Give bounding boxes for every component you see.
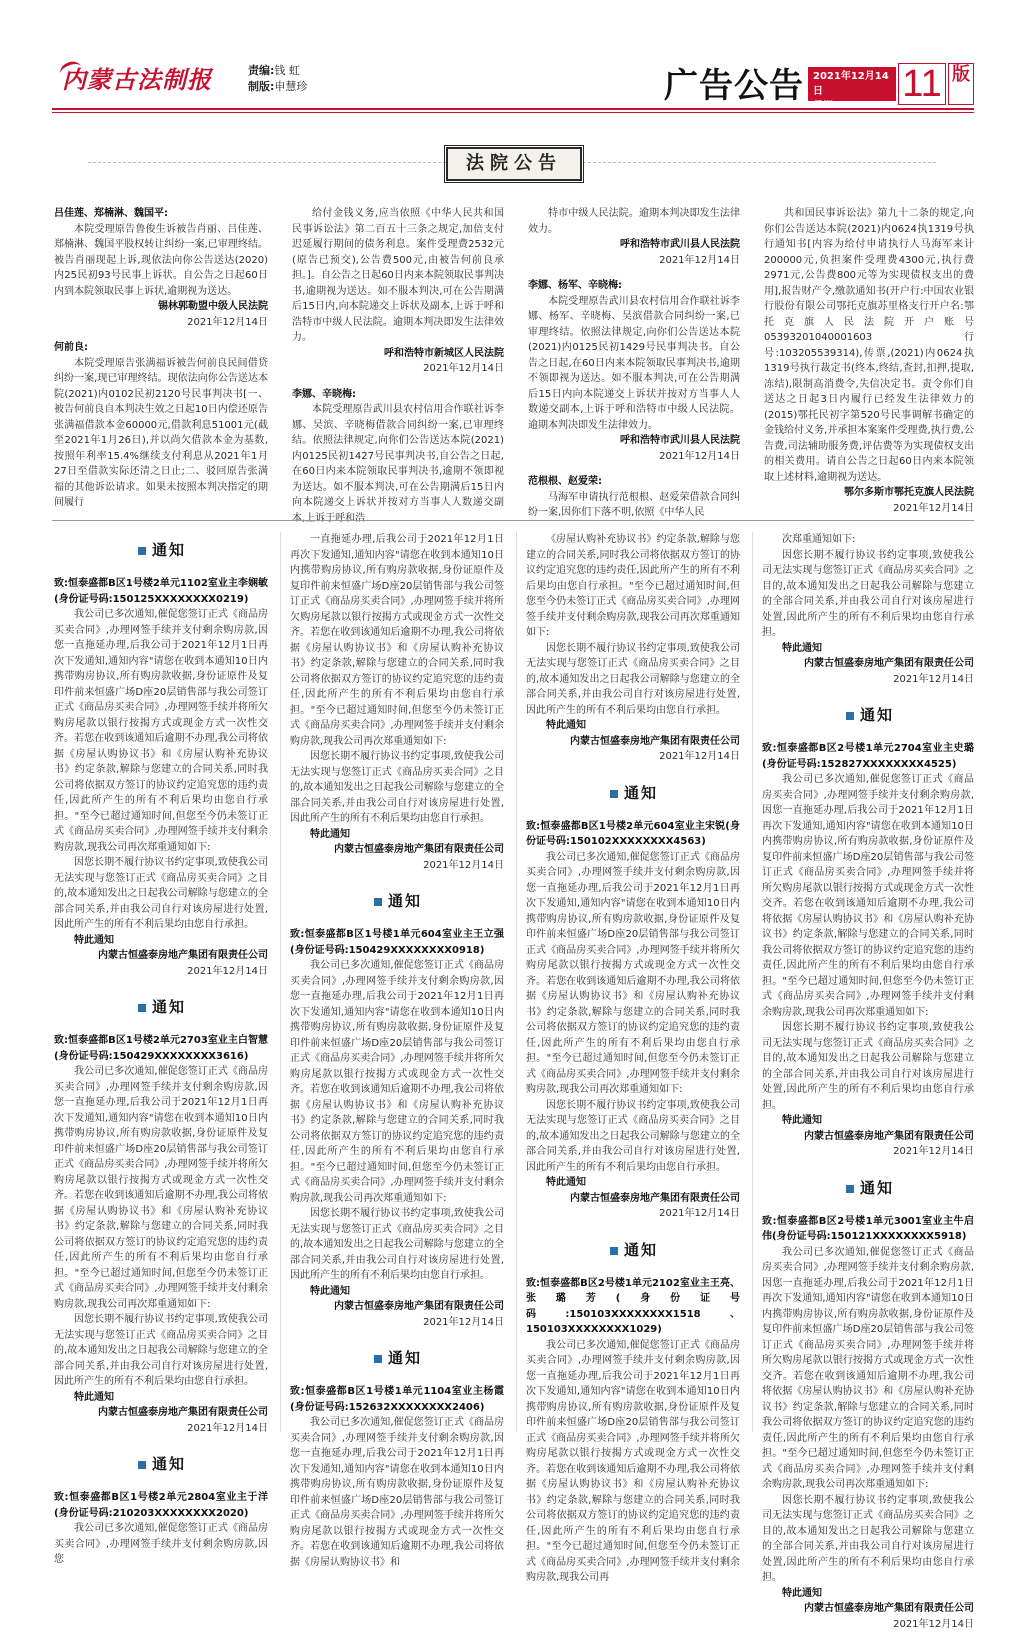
notice-closing: 特此通知: [310, 828, 350, 840]
announcement-text: 给付金钱义务,应当依照《中华人民共和国民事诉讼法》第二百五十三条之规定,加倍支付迟延履行期间的债务利息。案件受理费2532元(原告已预交),公告费500元,由被告何前良承担。]。自公告之日起60日内来本院领取民事判决书,逾期视为送达。如不服本判决,可在公告期满后15日内,向本院递交上诉状及副本,上诉于呼和浩特市中级人民法院。逾期本判决即发生法律效力。: [292, 208, 504, 343]
court-announcement: [54, 206, 268, 330]
announcement-text: 本院受理原告鲁俊生诉被告肖丽、吕佳莲、郑楠淋、魏国平股权转让纠纷一案,已审理终结。被告肖丽现起上诉,现依法向你公告送达(2020)内25民初93号民事上诉状。自公告之日起60日内到本院领取民事上诉状,逾期视为送达。: [54, 223, 268, 297]
notice-date: 2021年12月14日: [659, 751, 740, 762]
notice-heading: [846, 705, 894, 727]
notice-date: 2021年12月14日: [893, 673, 974, 685]
notice-date: 2021年12月14日: [659, 1208, 740, 1219]
addressee: 范根根、赵爱荣:: [528, 476, 602, 487]
announcement-text: 本院受理原告张满福诉被告何前良民间借贷纠纷一案,现已审理终结。现依法向你公告送达本院(2021)内0102民初2120号民事判决书[一、被告何前良自本判决生效之日起10日内偿还原告张满福借款本金60000元,借款利息51001元(截至2021年1月26日),并以尚欠借款本金为基数,按照年利率15.4%继续支付利息从2021年1月27日至借款实际还清之日止;二、驳回原告张满福的其他诉讼请求。如果未按照本判决指定的期间履行: [54, 357, 268, 508]
notice-heading: [138, 997, 186, 1019]
notice: [762, 697, 974, 1160]
notice: [762, 532, 974, 687]
addressee: 吕佳莲、郑楠淋、魏国平:: [54, 208, 168, 219]
column-rule: [752, 532, 753, 1432]
notice-addressee: 致:恒泰盛都B区2号楼1单元3001室业主牛启伟(身份证号码:150121XXXXXXXX5918): [762, 1215, 974, 1242]
newspaper-logo: 内蒙古法制报: [62, 60, 232, 100]
notice-addressee: 致:恒泰盛都B区1号楼1单元1104室业主杨霞(身份证号码:152632XXXXXXXX2406): [290, 1386, 504, 1413]
header-rule-thin: [52, 112, 974, 113]
notice-heading: [374, 1348, 422, 1370]
court-name: 鄂尔多斯市鄂托克旗人民法院: [844, 487, 974, 498]
addressee: 李娜、杨军、辛晓梅:: [528, 280, 622, 291]
notice-paragraph: 我公司已多次通知,催促您签订正式《商品房买卖合同》,办理网签手续并支付剩余购房款,因您一直拖延办理,后我公司于2021年12月1日再次下发通知,通知内容"请您在收到本通知10日内携带购房协议,所有购房款收据,身份证原件及复印件前来恒盛广场D座20层销售部与我公司签订正式《商品房买卖合同》,办理网签手续并将所欠购房尾款以银行按揭方式或现金方式一次性交齐。若您在收到该通知后逾期不办理,我公司将依据《房屋认购协议书》和: [290, 1417, 504, 1568]
notice-addressee: 致:恒泰盛都B区1号楼2单元2804室业主于洋(身份证号码:210203XXXXXXXX2020): [54, 1492, 268, 1519]
notice-closing: 特此通知: [546, 1177, 586, 1188]
notice-date: 2021年12月14日: [423, 859, 504, 871]
court-announcement: [292, 387, 504, 527]
court-column-4: [764, 206, 974, 526]
notice-column-4: [762, 532, 974, 1642]
notice-paragraph: 次郑重通知如下:: [782, 534, 856, 545]
court-announcement: [528, 278, 740, 464]
court-column-3: [528, 206, 740, 531]
announcement-date: 2021年12月14日: [659, 254, 740, 266]
addressee: 何前良:: [54, 342, 88, 353]
notice-heading: [610, 1240, 658, 1262]
section-title: 广告公告: [664, 66, 804, 106]
notice-title: 通知: [624, 1240, 659, 1259]
notice-closing: 特此通知: [546, 720, 586, 731]
notice-paragraph: 因您长期不履行协议书约定事项,致使我公司无法实现与您签订正式《商品房买卖合同》之目的,故本通知发出之日起我公司解除与您建立的全部合同关系,并由我公司自行对该房屋进行处置,因此所产生的所有不利后果均由您自行承担。: [526, 642, 740, 716]
announcement-text: 马海军申请执行范根根、赵爱荣借款合同纠纷一案,因你们下落不明,依照《中华人民: [528, 491, 740, 518]
producer-label: 制版:: [248, 80, 275, 93]
producer-name: 申慧珍: [274, 80, 308, 93]
column-rule: [280, 532, 281, 1432]
notice-square-icon: [374, 898, 382, 906]
notice-title: 通知: [624, 783, 659, 802]
court-announcement: [54, 340, 268, 511]
issue-date: 2021年12月14日: [813, 71, 889, 97]
notice-paragraph: 我公司已多次通知,催促您签订正式《商品房买卖合同》,办理网签手续并支付剩余购房款,因您一直拖延办理,后我公司于2021年12月1日再次下发通知,通知内容"请您在收到本通知10日内携带购房协议,所有购房款收据,身份证原件及复印件前来恒盛广场D座20层销售部与我公司签订正式《商品房买卖合同》,办理网签手续并将所欠购房尾款以银行按揭方式或现金方式一次性交齐。若您在收到该通知后逾期不办理,我公司将依据《房屋认购协议书》和《房屋认购补充协议书》约定条款,解除与您建立的合同关系,同时我公司将依据双方签订的协议约定追究您的违约责任,因此所产生的所有不利后果均由您自行承担。"至今已超过通知时间,但您至今仍未签订正式《商品房买卖合同》,办理网签手续并支付剩余购房款,现我公司再次郑重通知如下:: [290, 960, 504, 1204]
notice: [290, 883, 504, 1330]
date-box: [808, 67, 896, 112]
notice: [762, 1170, 974, 1633]
editor-name: 钱 虹: [274, 64, 300, 77]
notice-title: 通知: [152, 998, 187, 1017]
notice-paragraph: 我公司已多次通知,催促您签订正式《商品房买卖合同》,办理网签手续并支付剩余购房款,因您一直拖延办理,后我公司于2021年12月1日再次下发通知,通知内容"请您在收到本通知10日内携带购房协议,所有购房款收据,身份证原件及复印件前来恒盛广场D座20层销售部与我公司签订正式《商品房买卖合同》,办理网签手续并将所欠购房尾款以银行按揭方式或现金方式一次性交齐。若您在收到该通知后逾期不办理,我公司将依据《房屋认购协议书》和《房屋认购补充协议书》约定条款,解除与您建立的合同关系,同时我公司将依据双方签订的协议约定追究您的违约责任,因此所产生的所有不利后果均由您自行承担。"至今已超过通知时间,但您至今仍未签订正式《商品房买卖合同》,办理网签手续并支付剩余购房款,现我公司再次郑重通知如下:: [54, 1066, 268, 1310]
notice-paragraph: 因您长期不履行协议书约定事项,致使我公司无法实现与您签订正式《商品房买卖合同》之目的,故本通知发出之日起我公司解除与您建立的全部合同关系,并由我公司自行对该房屋进行处置,因此所产生的所有不利后果均由您自行承担。: [54, 857, 268, 930]
notice-closing: 特此通知: [782, 642, 822, 654]
notice-addressee: 致:恒泰盛都B区1号楼2单元604室业主宋锐(身份证号码:150102XXXXXXXX4563): [526, 820, 740, 847]
notice-paragraph: 因您长期不履行协议书约定事项,致使我公司无法实现与您签订正式《商品房买卖合同》之目的,故本通知发出之日起我公司解除与您建立的全部合同关系,并由我公司自行对该房屋进行处置,因此所产生的所有不利后果均由您自行承担。: [290, 1208, 504, 1281]
court-column-1: [54, 206, 268, 521]
court-name: 呼和浩特市武川县人民法院: [620, 435, 740, 446]
notice-date: 2021年12月14日: [187, 965, 268, 977]
court-name: 锡林郭勒盟中级人民法院: [158, 301, 268, 312]
court-name: 呼和浩特市新城区人民法院: [384, 347, 504, 359]
court-announcement: [528, 474, 740, 521]
notice-date: 2021年12月14日: [187, 1422, 268, 1434]
announcement-date: 2021年12月14日: [423, 363, 504, 374]
notice: [54, 989, 268, 1436]
section-divider: [52, 520, 974, 521]
notice-paragraph: 因您长期不履行协议书约定事项,致使我公司无法实现与您签订正式《商品房买卖合同》之目的,故本通知发出之日起我公司解除与您建立的全部合同关系,并由我公司自行对该房屋进行处置,因此所产生的所有不利后果均由您自行承担。: [290, 751, 504, 824]
notice-paragraph: 我公司已多次通知,催促您签订正式《商品房买卖合同》,办理网签手续并支付剩余购房款,因您一直拖延办理,后我公司于2021年12月1日再次下发通知,通知内容"请您在收到本通知10日内携带购房协议,所有购房款收据,身份证原件及复印件前来恒盛广场D座20层销售部与我公司签订正式《商品房买卖合同》,办理网签手续并将所欠购房尾款以银行按揭方式或现金方式一次性交齐。若您在收到该通知后逾期不办理,我公司将依据《房屋认购协议书》和《房屋认购补充协议书》约定条款,解除与您建立的合同关系,同时我公司将依据双方签订的协议约定追究您的违约责任,因此所产生的所有不利后果均由您自行承担。"至今已超过通知时间,但您至今仍未签订正式《商品房买卖合同》,办理网签手续并支付剩余购房款,现我公司再: [526, 1339, 740, 1583]
notice-closing: 特此通知: [74, 934, 114, 946]
notice-square-icon: [138, 1461, 146, 1469]
notice-heading: [846, 1178, 894, 1200]
notice-title: 通知: [388, 892, 423, 911]
announcement-date: 2021年12月14日: [187, 316, 268, 328]
notice-paragraph: 因您长期不履行协议书约定事项,致使我公司无法实现与您签订正式《商品房买卖合同》之目的,故本通知发出之日起我公司解除与您建立的全部合同关系,并由我公司自行对该房屋进行处置,因此所产生的所有不利后果均由您自行承担。: [54, 1314, 268, 1387]
notice-paragraph: 因您长期不履行协议书约定事项,致使我公司无法实现与您签订正式《商品房买卖合同》之目的,故本通知发出之日起我公司解除与您建立的全部合同关系,并由我公司自行对该房屋进行处置,因此所产生的所有不利后果均由您自行承担。: [526, 1099, 740, 1173]
announcement-text: 共和国民事诉讼法》第九十二条的规定,向你们公告送达本院(2021)内0624执1319号执行通知书[内容为给付申请执行人马海军来计200000元,负担案件受理费4300元,执行费2971元,公告费800元等为实现债权支出的费用],报告财产令,缴款通知书(开户行:中国农业银行股份有限公司鄂托克旗苏里格支行开户名:鄂托克旗人民法院开户账号05393201040001603行号:103205539314),传票,(2021)内0624执1319号执行裁定书(终本,终结,查封,扣押,提取,冻结),限制高消费令,失信决定书。责令你们自送达之日起3日内履行已经发生法律效力的(2015)鄂托民初字第520号民事调解书确定的金钱给付义务,并承担本案案件受理费,执行费,公告费,司法辅助服务费,评估费等为实现债权支出的相关费用。请自公告之日起60日内来本院领取上述材料,逾期视为送达。: [764, 208, 974, 483]
notice-paragraph: 我公司已多次通知,催促您签订正式《商品房买卖合同》,办理网签手续并支付剩余购房款,因您一直拖延办理,后我公司于2021年12月1日再次下发通知,通知内容"请您在收到本通知10日内携带购房协议,所有购房款收据,身份证原件及复印件前来恒盛广场D座20层销售部与我公司签订正式《商品房买卖合同》,办理网签手续并将所欠购房尾款以银行按揭方式或现金方式一次性交齐。若您在收到该通知后逾期不办理,我公司将依据《房屋认购协议书》和《房屋认购补充协议书》约定条款,解除与您建立的合同关系,同时我公司将依据双方签订的协议约定追究您的违约责任,因此所产生的所有不利后果均由您自行承担。"至今已超过通知时间,但您至今仍未签订正式《商品房买卖合同》,办理网签手续并支付剩余购房款,现我公司再次郑重通知如下:: [526, 851, 740, 1095]
court-announcement: [292, 206, 504, 377]
announcement-text: 本院受理原告武川县农村信用合作联社诉李娜、杨军、辛晓梅、吴滨借款合同纠纷一案,已审理终结。依照法律规定,向你们公告送达本院(2021)内0125民初1429号民事判决书。自公告之日起,在60日内来本院领取民事判决书,逾期不领即视为送达。如不服本判决,可在公告期满后15日内向本院递交上诉状并按对方当事人人数递交副本,上诉于呼和浩特市中级人民法院。逾期本判决即发生法律效力。: [528, 295, 740, 431]
notice-addressee: 致:恒泰盛都B区1号楼2单元2703室业主白智慧(身份证号码:150429XXXXXXXX3616): [54, 1035, 268, 1062]
notice-square-icon: [846, 712, 854, 720]
company-name: 内蒙古恒盛泰房地产集团有限责任公司: [570, 1192, 740, 1204]
company-name: 内蒙古恒盛泰房地产集团有限责任公司: [804, 658, 974, 669]
court-announcement-banner: 法院公告: [446, 147, 582, 181]
company-name: 内蒙古恒盛泰房地产集团有限责任公司: [98, 950, 268, 961]
court-announcement: [528, 206, 740, 268]
notice-title: 通知: [152, 1455, 187, 1474]
notice-paragraph: 因您长期不履行协议书约定事项,致使我公司无法实现与您签订正式《商品房买卖合同》之目的,故本通知发出之日起我公司解除与您建立的全部合同关系,并由我公司自行对该房屋进行处置,因此所产生的所有不利后果均由您自行承担。: [762, 1494, 974, 1583]
notice-paragraph: 一直拖延办理,后我公司于2021年12月1日再次下发通知,通知内容"请您在收到本通知10日内携带购房协议,所有购房款收据,身份证原件及复印件前来恒盛广场D座20层销售部与我公司签订正式《商品房买卖合同》,办理网签手续并将所欠购房尾款以银行按揭方式或现金方式一次性交齐。若您在收到该通知后逾期不办理,我公司将依据《房屋认购协议书》和《房屋认购补充协议书》约定条款,解除与您建立的合同关系,同时我公司将依据双方签订的协议约定追究您的违约责任,因此所产生的所有不利后果均由您自行承担。"至今已超过通知时间,但您至今仍未签订正式《商品房买卖合同》,办理网签手续并支付剩余购房款,现我公司再次郑重通知如下:: [290, 534, 504, 747]
header-rule: [52, 108, 974, 110]
issue-weekday: 星期二: [813, 101, 843, 112]
announcement-date: 2021年12月14日: [659, 450, 740, 462]
notice-square-icon: [610, 1247, 618, 1255]
court-announcement: [764, 206, 974, 516]
notice-column-3: [526, 532, 740, 1596]
notice: [526, 1232, 740, 1586]
notice: [54, 1446, 268, 1568]
company-name: 内蒙古恒盛泰房地产集团有限责任公司: [334, 844, 504, 855]
notice-square-icon: [138, 1004, 146, 1012]
notice-column-2: [290, 532, 504, 1580]
masthead-meta: [248, 63, 307, 95]
notice-paragraph: 《房屋认购补充协议书》约定条款,解除与您建立的合同关系,同时我公司将依据双方签订的协议约定追究您的违约责任,因此所产生的所有不利后果均由您自行承担。"至今已超过通知时间,但您至今仍未签订正式《商品房买卖合同》,办理网签手续并支付剩余购房款,现我公司再次郑重通知如下:: [526, 534, 740, 638]
announcement-text: 本院受理原告武川县农村信用合作联社诉李娜、吴滨、辛晓梅借款合同纠纷一案,已审理终结。依照法律规定,向你们公告送达本院(2021)内0125民初1427号民事判决书,自公告之日起,在60日内来本院领取民事判决书,逾期不领即视为送达。如不服本判决,可在公告期满后15日内向本院递交上诉状并按对方当事人人数递交副本,上诉于呼和浩: [292, 404, 504, 524]
notice-closing: 特此通知: [310, 1285, 350, 1297]
notice-heading: [138, 1454, 186, 1476]
notice: [290, 1340, 504, 1570]
notice: [54, 532, 268, 979]
company-name: 内蒙古恒盛泰房地产集团有限责任公司: [98, 1407, 268, 1418]
notice-square-icon: [138, 547, 146, 555]
notice-heading: [138, 540, 186, 562]
company-name: 内蒙古恒盛泰房地产集团有限责任公司: [334, 1301, 504, 1312]
page-number: 11: [898, 63, 946, 105]
announcement-text: 特市中级人民法院。逾期本判决即发生法律效力。: [528, 208, 740, 235]
company-name: 内蒙古恒盛泰房地产集团有限责任公司: [804, 1603, 974, 1614]
page-ban-label: 版: [948, 63, 974, 105]
notice: [526, 775, 740, 1222]
notice-date: 2021年12月14日: [423, 1316, 504, 1328]
notice-closing: 特此通知: [74, 1391, 114, 1403]
notice-column-1: [54, 532, 268, 1578]
notice-paragraph: 我公司已多次通知,催促您签订正式《商品房买卖合同》,办理网签手续并支付剩余购房款,因您一直拖延办理,后我公司于2021年12月1日再次下发通知,通知内容"请您在收到本通知10日内携带购房协议,所有购房款收据,身份证原件及复印件前来恒盛广场D座20层销售部与我公司签订正式《商品房买卖合同》,办理网签手续并将所欠购房尾款以银行按揭方式或现金方式一次性交齐。若您在收到该通知后逾期不办理,我公司将依据《房屋认购协议书》和《房屋认购补充协议书》约定条款,解除与您建立的合同关系,同时我公司将依据双方签订的协议约定追究您的违约责任,因此所产生的所有不利后果均由您自行承担。"至今已超过通知时间,但您至今仍未签订正式《商品房买卖合同》,办理网签手续并支付剩余购房款,现我公司再次郑重通知如下:: [762, 774, 974, 1018]
notice: [290, 532, 504, 873]
notice-paragraph: 我公司已多次通知,催促您签订正式《商品房买卖合同》,办理网签手续并支付剩余购房款,因您: [54, 1523, 268, 1565]
court-name: 呼和浩特市武川县人民法院: [620, 239, 740, 250]
notice-paragraph: 我公司已多次通知,催促您签订正式《商品房买卖合同》,办理网签手续并支付剩余购房款,因您一直拖延办理,后我公司于2021年12月1日再次下发通知,通知内容"请您在收到本通知10日内携带购房协议,所有购房款收据,身份证原件及复印件前来恒盛广场D座20层销售部与我公司签订正式《商品房买卖合同》,办理网签手续并将所欠购房尾款以银行按揭方式或现金方式一次性交齐。若您在收到该通知后逾期不办理,我公司将依据《房屋认购协议书》和《房屋认购补充协议书》约定条款,解除与您建立的合同关系,同时我公司将依据双方签订的协议约定追究您的违约责任,因此所产生的所有不利后果均由您自行承担。"至今已超过通知时间,但您至今仍未签订正式《商品房买卖合同》,办理网签手续并支付剩余购房款,现我公司再次郑重通知如下:: [54, 609, 268, 853]
notice-date: 2021年12月14日: [893, 1146, 974, 1157]
notice-title: 通知: [860, 706, 895, 725]
notice-square-icon: [374, 1355, 382, 1363]
notice-square-icon: [846, 1185, 854, 1193]
notice-addressee: 致:恒泰盛都B区2号楼1单元2704室业主史璐(身份证号码:152827XXXXXXXX4525): [762, 743, 974, 770]
notice: [526, 532, 740, 765]
notice-square-icon: [610, 790, 618, 798]
notice-paragraph: 因您长期不履行协议书约定事项,致使我公司无法实现与您签订正式《商品房买卖合同》之目的,故本通知发出之日起我公司解除与您建立的全部合同关系,并由我公司自行对该房屋进行处置,因此所产生的所有不利后果均由您自行承担。: [762, 549, 974, 638]
column-rule: [516, 532, 517, 1432]
notice-heading: [374, 891, 422, 913]
notice-title: 通知: [152, 541, 187, 560]
notice-paragraph: 因您长期不履行协议书约定事项,致使我公司无法实现与您签订正式《商品房买卖合同》之目的,故本通知发出之日起我公司解除与您建立的全部合同关系,并由我公司自行对该房屋进行处置,因此所产生的所有不利后果均由您自行承担。: [762, 1022, 974, 1111]
notice-title: 通知: [388, 1349, 423, 1368]
notice-addressee: 致:恒泰盛都B区1号楼1单元604室业主王立强(身份证号码:150429XXXXXXXX0918): [290, 929, 504, 956]
company-name: 内蒙古恒盛泰房地产集团有限责任公司: [804, 1130, 974, 1142]
announcement-date: 2021年12月14日: [893, 502, 974, 514]
notice-closing: 特此通知: [782, 1587, 822, 1599]
company-name: 内蒙古恒盛泰房地产集团有限责任公司: [570, 735, 740, 747]
editor-label: 责编:: [248, 64, 275, 77]
notice-addressee: 致:恒泰盛都B区1号楼2单元1102室业主李娴敏(身份证号码:150125XXXXXXXX0219): [54, 578, 268, 605]
court-column-2: [292, 206, 504, 536]
notice-date: 2021年12月14日: [893, 1618, 974, 1630]
notice-heading: [610, 783, 658, 805]
notice-addressee: 致:恒泰盛都B区2号楼1单元2102室业主王亮、张璐芳(身份证号码:150103XXXXXXXX1518、150103XXXXXXXX1029): [526, 1277, 740, 1335]
notice-paragraph: 我公司已多次通知,催促您签订正式《商品房买卖合同》,办理网签手续并支付剩余购房款,因您一直拖延办理,后我公司于2021年12月1日再次下发通知,通知内容"请您在收到本通知10日内携带购房协议,所有购房款收据,身份证原件及复印件前来恒盛广场D座20层销售部与我公司签订正式《商品房买卖合同》,办理网签手续并将所欠购房尾款以银行按揭方式或现金方式一次性交齐。若您在收到该通知后逾期不办理,我公司将依据《房屋认购协议书》和《房屋认购补充协议书》约定条款,解除与您建立的合同关系,同时我公司将依据双方签订的协议约定追究您的违约责任,因此所产生的所有不利后果均由您自行承担。"至今已超过通知时间,但您至今仍未签订正式《商品房买卖合同》,办理网签手续并支付剩余购房款,现我公司再次郑重通知如下:: [762, 1246, 974, 1490]
notice-title: 通知: [860, 1178, 895, 1197]
notice-closing: 特此通知: [782, 1115, 822, 1126]
addressee: 李娜、辛晓梅:: [292, 388, 356, 400]
